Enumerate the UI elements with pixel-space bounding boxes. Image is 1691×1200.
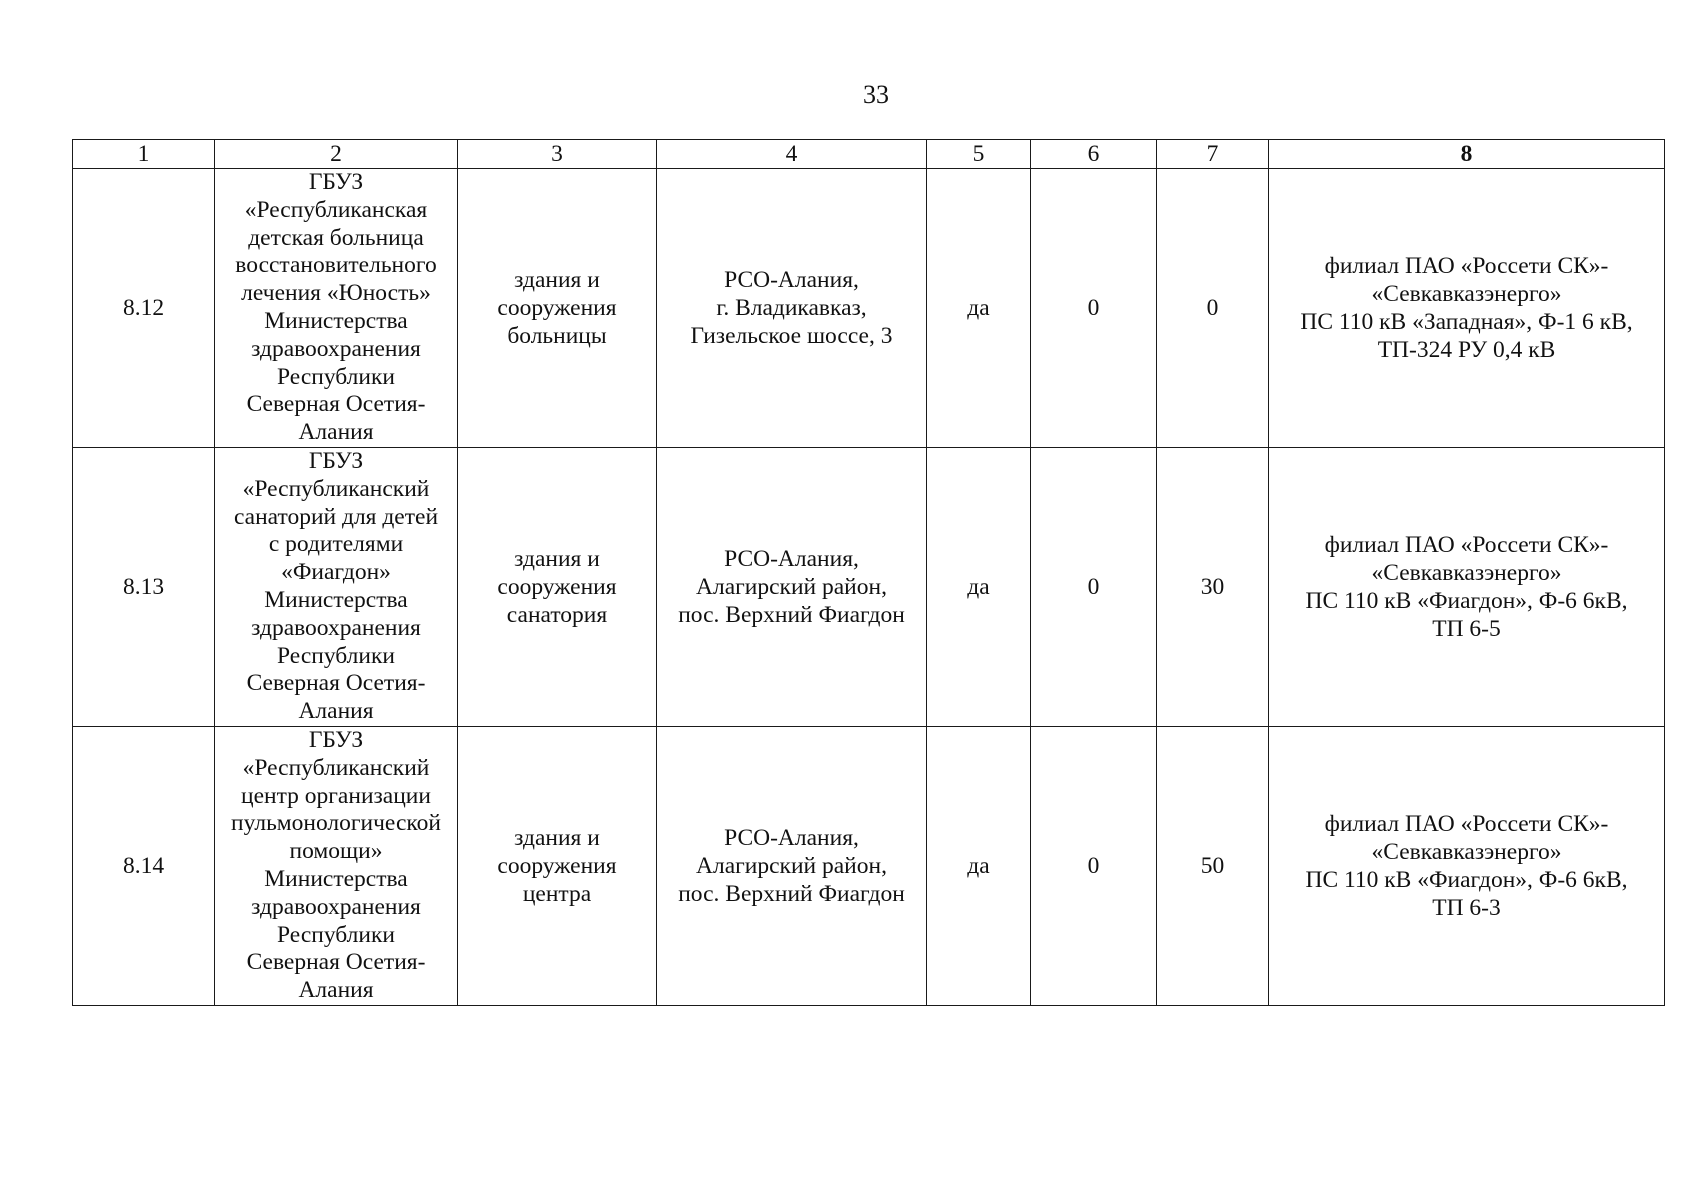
column-6-cell: 0 <box>1031 448 1157 727</box>
column-header-8: 8 <box>1269 140 1665 169</box>
column-7-cell: 0 <box>1157 169 1269 448</box>
organization-cell: ГБУЗ «Республиканский санаторий для детей с родителями «Фиагдон» Министерства здравоохранения Республики Северная Осетия- Алания <box>215 448 458 727</box>
column-header-3: 3 <box>458 140 657 169</box>
column-header-1: 1 <box>73 140 215 169</box>
object-cell: здания и сооружения центра <box>458 727 657 1006</box>
address-cell: РСО-Алания, г. Владикавказ, Гизельское шоссе, 3 <box>657 169 927 448</box>
column-header-6: 6 <box>1031 140 1157 169</box>
organization-cell: ГБУЗ «Республиканская детская больница восстановительного лечения «Юность» Министерства здравоохранения Республики Северная Осетия- Алания <box>215 169 458 448</box>
object-cell: здания и сооружения больницы <box>458 169 657 448</box>
column-6-cell: 0 <box>1031 727 1157 1006</box>
row-number-cell: 8.14 <box>73 727 215 1006</box>
column-5-cell: да <box>927 727 1031 1006</box>
column-header-7: 7 <box>1157 140 1269 169</box>
column-7-cell: 50 <box>1157 727 1269 1006</box>
connection-cell: филиал ПАО «Россети СК»- «Севкавказэнерго» ПС 110 кВ «Фиагдон», Ф-6 6кВ, ТП 6-3 <box>1269 727 1665 1006</box>
column-header-2: 2 <box>215 140 458 169</box>
row-number-cell: 8.13 <box>73 448 215 727</box>
address-cell: РСО-Алания, Алагирский район, пос. Верхний Фиагдон <box>657 448 927 727</box>
column-5-cell: да <box>927 169 1031 448</box>
page-number: 33 <box>863 80 889 109</box>
column-header-4: 4 <box>657 140 927 169</box>
objects-table <box>72 139 1665 1006</box>
organization-cell: ГБУЗ «Республиканский центр организации пульмонологической помощи» Министерства здравоохранения Республики Северная Осетия- Алания <box>215 727 458 1006</box>
connection-cell: филиал ПАО «Россети СК»- «Севкавказэнерго» ПС 110 кВ «Западная», Ф-1 6 кВ, ТП-324 РУ 0,4 кВ <box>1269 169 1665 448</box>
object-cell: здания и сооружения санатория <box>458 448 657 727</box>
column-5-cell: да <box>927 448 1031 727</box>
connection-cell: филиал ПАО «Россети СК»- «Севкавказэнерго» ПС 110 кВ «Фиагдон», Ф-6 6кВ, ТП 6-5 <box>1269 448 1665 727</box>
column-6-cell: 0 <box>1031 169 1157 448</box>
table-row <box>73 169 1665 448</box>
row-number-cell: 8.12 <box>73 169 215 448</box>
table-row <box>73 448 1665 727</box>
column-header-5: 5 <box>927 140 1031 169</box>
address-cell: РСО-Алания, Алагирский район, пос. Верхний Фиагдон <box>657 727 927 1006</box>
column-7-cell: 30 <box>1157 448 1269 727</box>
column-number-row <box>73 140 1665 169</box>
table-row <box>73 727 1665 1006</box>
